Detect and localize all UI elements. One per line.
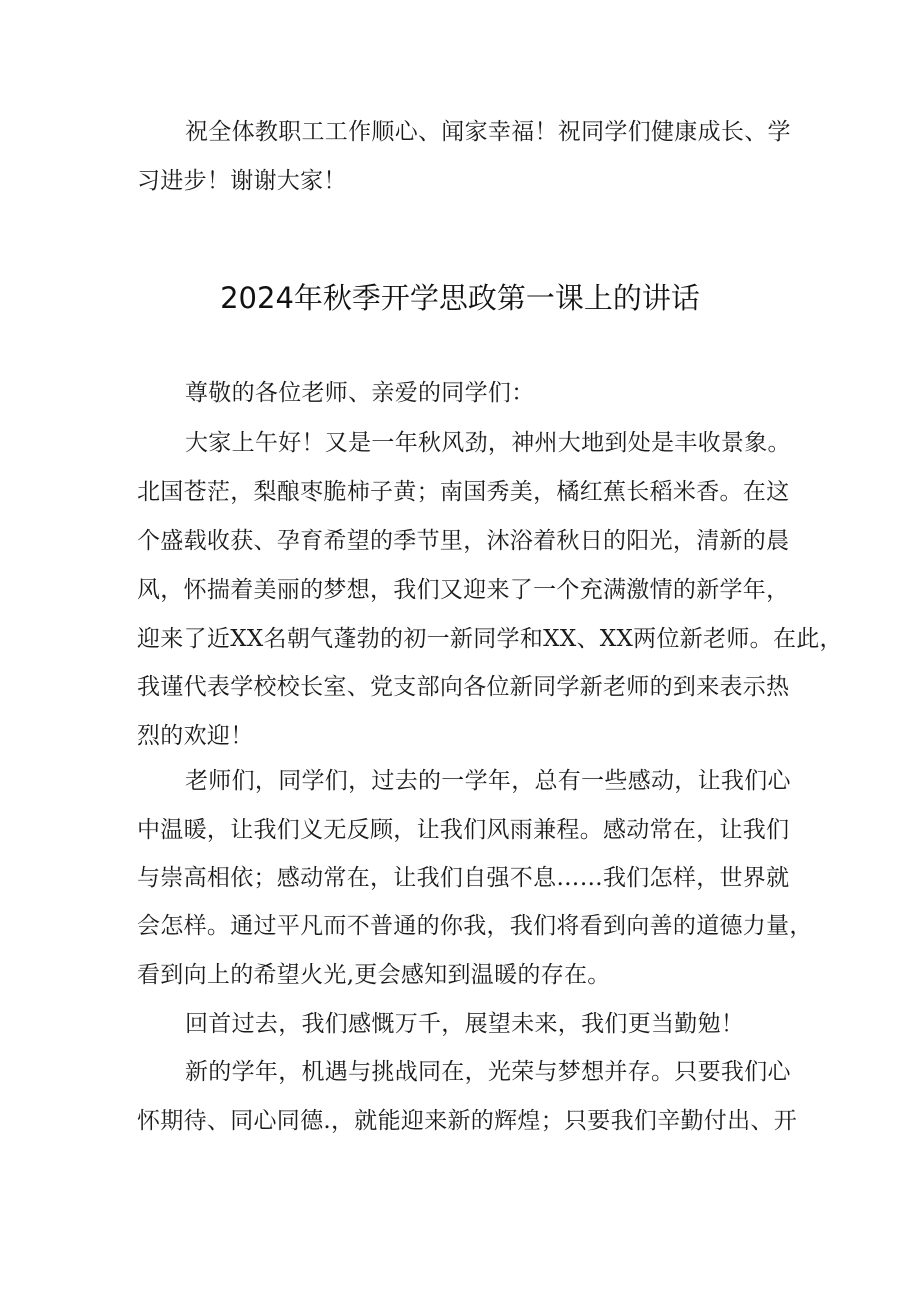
paragraph-line: 怀期待、同心同德.，就能迎来新的辉煌；只要我们辛勤付出、开 <box>137 1108 798 1134</box>
salutation: 尊敬的各位老师、亲爱的同学们： <box>185 380 535 406</box>
paragraph-line: 回首过去，我们感慨万千，展望未来，我们更当勤勉！ <box>185 1011 745 1037</box>
paragraph-line: 新的学年，机遇与挑战同在，光荣与梦想并存。只要我们心 <box>185 1059 791 1085</box>
paragraph-line: 会怎样。通过平凡而不普通的你我，我们将看到向善的道德力量， <box>137 913 813 939</box>
intro-line: 习进步！谢谢大家！ <box>137 168 347 194</box>
paragraph-line: 烈的欢迎！ <box>137 723 254 749</box>
paragraph-line: 北国苍茫，梨酿枣脆柿子黄；南国秀美，橘红蕉长稻米香。在这 <box>137 479 790 505</box>
paragraph-line: 中温暖，让我们义无反顾，让我们风雨兼程。感动常在，让我们 <box>137 817 790 843</box>
document-title: 2024年秋季开学思政第一课上的讲话 <box>220 281 700 315</box>
paragraph-line: 我谨代表学校校长室、党支部向各位新同学新老师的到来表示热 <box>137 674 790 700</box>
paragraph-line: 老师们，同学们，过去的一学年，总有一些感动，让我们心 <box>185 768 791 794</box>
paragraph-line: 大家上午好！又是一年秋风劲，神州大地到处是丰收景象。 <box>185 430 791 456</box>
paragraph-line: 迎来了近XX名朝气蓬勃的初一新同学和XX、XX两位新老师。在此， <box>137 626 843 652</box>
paragraph-line: 个盛载收获、孕育希望的季节里，沐浴着秋日的阳光，清新的晨 <box>137 528 790 554</box>
paragraph-line: 风，怀揣着美丽的梦想，我们又迎来了一个充满激情的新学年， <box>137 577 790 603</box>
intro-line: 祝全体教职工工作顺心、闻家幸福！祝同学们健康成长、学 <box>185 119 791 145</box>
paragraph-line: 看到向上的希望火光,更会感知到温暖的存在。 <box>137 962 611 988</box>
paragraph-line: 与崇高相依；感动常在，让我们自强不息……我们怎样，世界就 <box>137 865 790 891</box>
